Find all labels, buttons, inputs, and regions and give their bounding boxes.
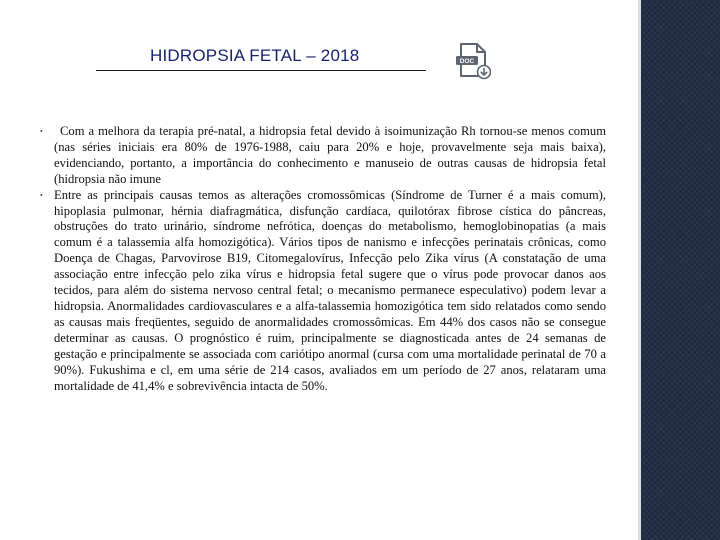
paragraph-text: Com a melhora da terapia pré-natal, a hidropsia fetal devido à isoimunização Rh tornou-se menos comum (nas séries iniciais era 80% de 1976-1988, caiu para 20% e hoje, provavelmente seja mais baixa), evidenciando, portanto, a importância do conhecimento e manuseio de outras causas de hidropsia fetal (hidropsia não imune [54, 124, 606, 186]
decorative-side-panel [641, 0, 720, 540]
bullet-icon: • [40, 190, 43, 200]
paragraph-text: Entre as principais causas temos as alterações cromossômicas (Síndrome de Turner é a mais comum), hipoplasia pulmonar, hérnia diafragmática, disfunção cardíaca, quilotórax fibrose cística do pâncreas, obstruções do trato urinário, síndrome nefrótica, doenças do metabolismo, hemoglobinopatias (a mais comum é a talassemia alfa homozigótica). Vários tipos de nanismo e infecções perinatais crônicas, como Doença de Chagas, Parvovirose B19, Citomegalovírus, Infecção pelo Zika vírus (A constatação de uma associação entre infecção pelo zika vírus e hidropsia fetal sugere que o vírus pode provocar danos aos tecidos, para além do sistema nervoso central fetal; o mecanismo permanece especulativo) podem levar a hidropsia. Anormalidades cardiovasculares e a alfa-talassemia homozigótica tem sido relatados como sendo as causas mais freqüentes, seguido de anormalidades cromossômicas. Em 44% dos casos não se consegue determinar as causas. O prognóstico é ruim, principalmente se diagnosticada antes de 24 semanas de gestação e principalmente se associada com cariótipo anormal (cursa com uma mortalidade perinatal de 70 a 90%). Fukushima e cl, em uma série de 214 casos, avaliados em um período de 27 anos, relataram uma mortalidade de 41,4% e sobrevivência intacta de 50%. [54, 187, 606, 393]
paragraph-isoimunizacao [40, 124, 606, 188]
doc-file-download-icon[interactable] [455, 42, 491, 80]
doc-icon-label: DOC [459, 58, 475, 65]
page-title: HIDROPSIA FETAL – 2018 [150, 46, 360, 65]
bullet-icon: • [40, 127, 43, 136]
title-underline [96, 44, 426, 71]
paragraph-causas [40, 188, 606, 395]
body-text [40, 124, 606, 394]
